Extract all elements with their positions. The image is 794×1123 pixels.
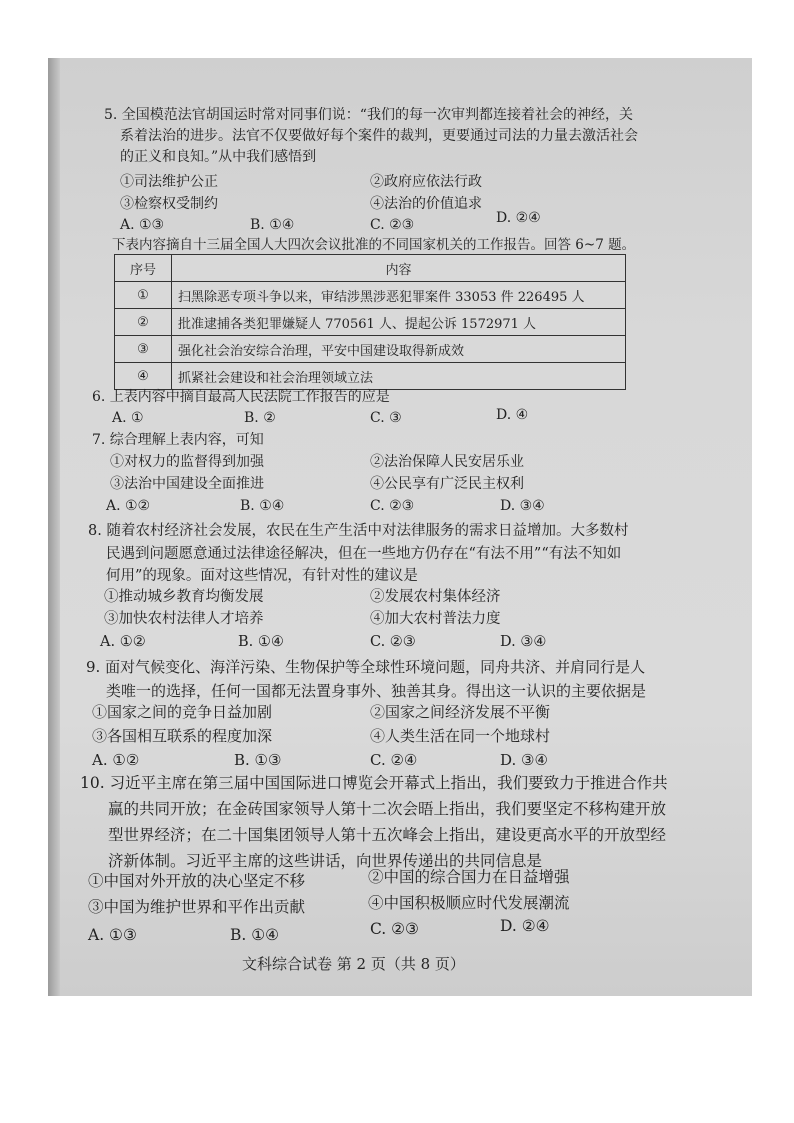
question-9 (86, 655, 646, 703)
q9-choice-a: A. ①② (92, 751, 140, 769)
table-cell-no: ③ (115, 336, 172, 363)
table-row (115, 363, 626, 390)
q10-option-3: ③中国为维护世界和平作出贡献 (88, 898, 306, 916)
q8-option-1: ①推动城乡教育均衡发展 (104, 589, 264, 605)
q10-option-2: ②中国的综合国力在日益增强 (368, 868, 570, 886)
q7-choice-d: D. ③④ (500, 498, 545, 514)
q5-choice-c: C. ②③ (370, 217, 415, 233)
q10-stem-line: 型世界经济；在二十国集团领导人第十五次峰会上指出，建设更高水平的开放型经 (108, 826, 667, 844)
q5-option-4: ④法治的价值追求 (370, 196, 482, 212)
table-cell-no: ① (115, 282, 172, 309)
q5-option-2: ②政府应依法行政 (370, 174, 482, 190)
table-row (115, 309, 626, 336)
q5-option-3: ③检察权受制约 (120, 196, 218, 212)
page-footer: 文科综合试卷 第 2 页（共 8 页） (242, 955, 465, 973)
q7-choice-b: B. ①④ (240, 498, 285, 514)
question-10 (80, 770, 668, 874)
q8-stem-line: 8. 随着农村经济社会发展，农民在生产生活中对法律服务的需求日益增加。大多数村 (88, 523, 629, 539)
q6-choice-a: A. ① (112, 410, 144, 426)
q5-stem-line: 5. 全国模范法官胡国运时常对同事们说：“我们的每一次审判都连接着社会的神经，关 (104, 107, 633, 123)
q9-option-4: ④人类生活在同一个地球村 (370, 727, 551, 745)
q10-stem-line: 赢的共同开放；在金砖国家领导人第十二次会晤上指出，我们要坚定不移构建开放 (108, 800, 667, 818)
table-row (115, 336, 626, 363)
table-header-content: 内容 (172, 255, 626, 282)
table-cell-content: 抓紧社会建设和社会治理领域立法 (172, 363, 626, 390)
q9-option-1: ①国家之间的竞争日益加剧 (92, 703, 273, 721)
q6-choice-d: D. ④ (496, 407, 529, 423)
q5-option-1: ①司法维护公正 (120, 174, 218, 190)
q8-choice-c: C. ②③ (370, 634, 416, 650)
q10-stem-line: 10. 习近平主席在第三届中国国际进口博览会开幕式上指出，我们要致力于推进合作共 (80, 774, 668, 792)
paper-edge-shadow (48, 58, 60, 996)
q9-choice-c: C. ②④ (370, 751, 418, 769)
table-cell-no: ② (115, 309, 172, 336)
q8-option-2: ②发展农村集体经济 (370, 589, 501, 605)
q10-stem-line: 济新体制。习近平主席的这些讲话，向世界传递出的共同信息是 (108, 852, 543, 870)
q7-stem: 7. 综合理解上表内容，可知 (92, 432, 264, 448)
q7-option-3: ③法治中国建设全面推进 (110, 476, 264, 492)
q9-stem-line: 9. 面对气候变化、海洋污染、生物保护等全球性环境问题，同舟共济、并肩同行是人 (86, 658, 646, 676)
q8-option-3: ③加快农村法律人才培养 (104, 611, 264, 627)
q10-choice-a: A. ①③ (88, 926, 137, 944)
q7-choice-a: A. ①② (106, 498, 151, 514)
work-report-table (114, 254, 626, 390)
table-cell-no: ④ (115, 363, 172, 390)
table-cell-content: 批准逮捕各类犯罪嫌疑人 770561 人、提起公诉 1572971 人 (172, 309, 626, 336)
table-cell-content: 强化社会治安综合治理，平安中国建设取得新成效 (172, 336, 626, 363)
q5-choice-b: B. ①④ (250, 217, 295, 233)
q8-stem-line: 何用”的现象。面对这些情况，有针对性的建议是 (106, 568, 418, 584)
q8-choice-d: D. ③④ (500, 634, 547, 650)
q7-option-2: ②法治保障人民安居乐业 (370, 454, 524, 470)
q6-choice-b: B. ② (244, 410, 276, 426)
q7-option-4: ④公民享有广泛民主权利 (370, 476, 524, 492)
q8-option-4: ④加大农村普法力度 (370, 611, 501, 627)
question-5 (104, 105, 638, 168)
q10-choice-b: B. ①④ (230, 926, 280, 944)
q5-stem-line: 的正义和良知。”从中我们感悟到 (120, 149, 317, 165)
q10-option-4: ④中国积极顺应时代发展潮流 (368, 894, 570, 912)
q8-choice-b: B. ①④ (238, 634, 284, 650)
q9-choice-b: B. ①③ (234, 751, 282, 769)
q10-choice-c: C. ②③ (370, 920, 419, 938)
q5-choice-a: A. ①③ (120, 217, 165, 233)
q8-choice-a: A. ①② (100, 634, 146, 650)
q8-stem-line: 民遇到问题愿意通过法律途径解决，但在一些地方仍存在“有法不用”“有法不知如 (106, 545, 622, 562)
q9-option-3: ③各国相互联系的程度加深 (92, 727, 273, 745)
q6-choice-c: C. ③ (370, 410, 402, 426)
q7-choice-c: C. ②③ (370, 498, 415, 514)
q10-choice-d: D. ②④ (500, 917, 550, 935)
q9-option-2: ②国家之间经济发展不平衡 (370, 703, 551, 721)
q6-stem: 6. 上表内容中摘自最高人民法院工作报告的应是 (92, 389, 390, 405)
q9-choice-d: D. ③④ (500, 751, 548, 769)
q10-option-1: ①中国对外开放的决心坚定不移 (88, 872, 306, 890)
q5-stem-line: 系着法治的进步。法官不仅要做好每个案件的裁判，更要通过司法的力量去激活社会 (120, 128, 638, 144)
table-cell-content: 扫黑除恶专项斗争以来，审结涉黑涉恶犯罪案件 33053 件 226495 人 (172, 282, 626, 309)
q7-option-1: ①对权力的监督得到加强 (110, 454, 264, 470)
q9-stem-line: 类唯一的选择，任何一国都无法置身事外、独善其身。得出这一认识的主要依据是 (106, 682, 647, 700)
table-header-no: 序号 (115, 255, 172, 282)
q5-choice-d: D. ②④ (496, 210, 541, 226)
table-row (115, 282, 626, 309)
intro-6-7: 下表内容摘自十三届全国人大四次会议批准的不同国家机关的工作报告。回答 6~7 题。 (112, 237, 636, 253)
question-8 (88, 520, 628, 588)
